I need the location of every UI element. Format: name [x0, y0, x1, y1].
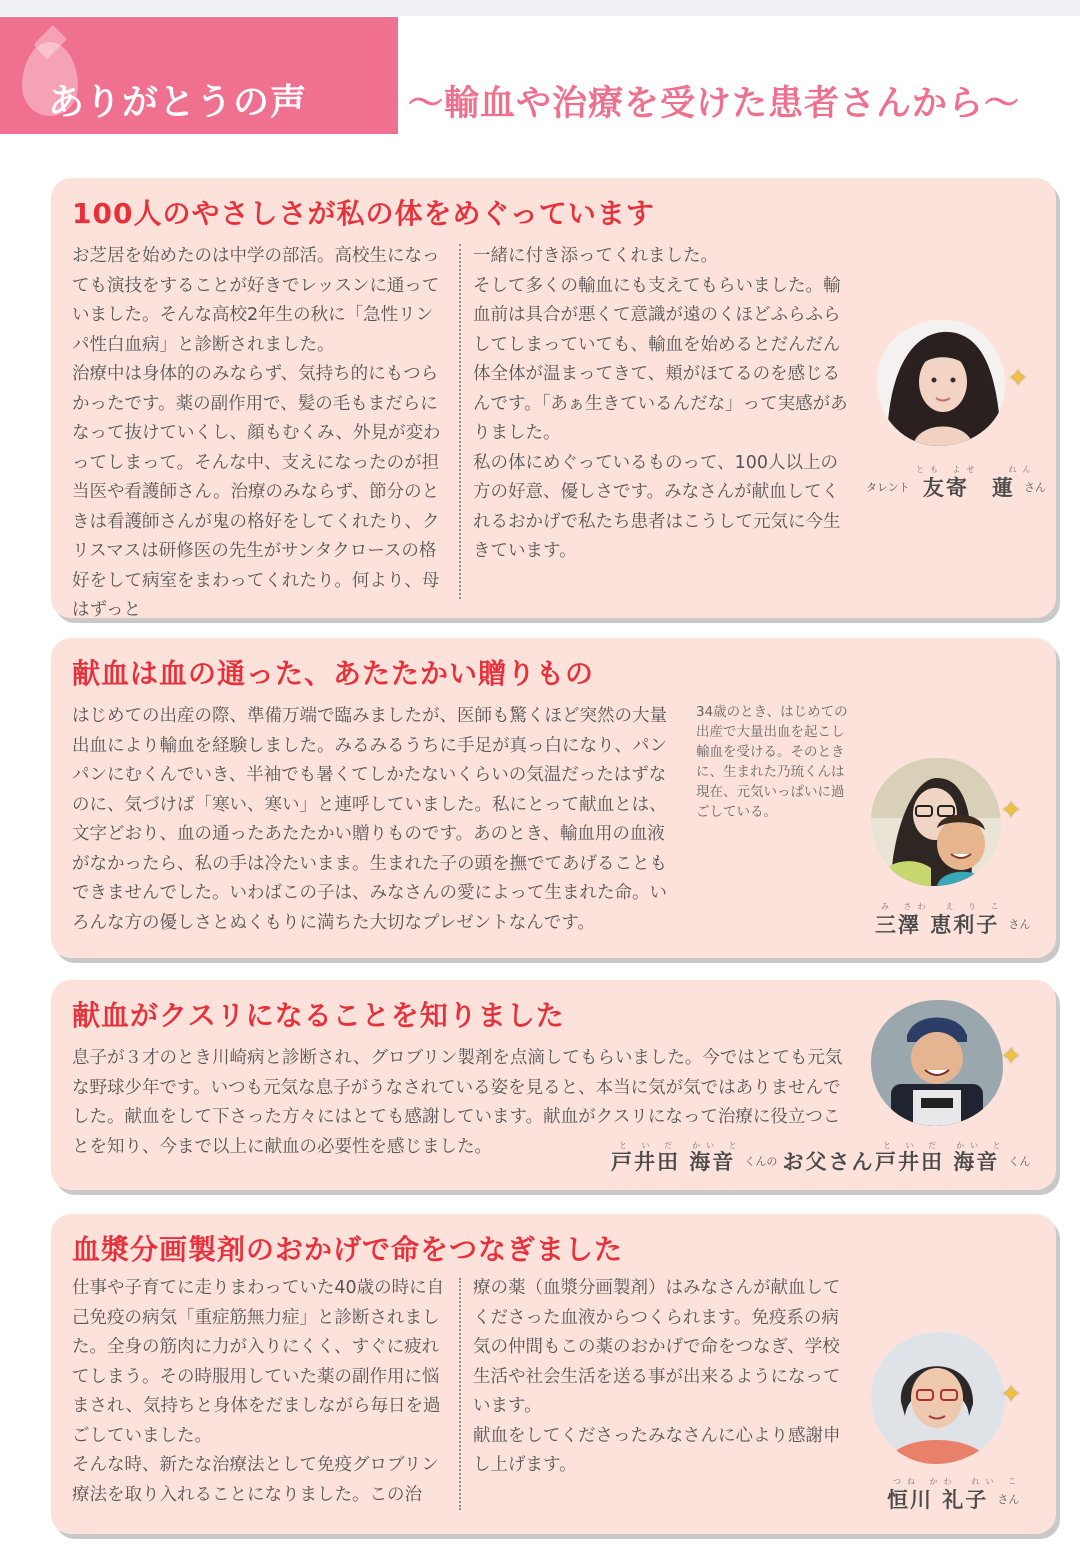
photo-caption: 34歳のとき、はじめての出産で大量出血を起こし輸血を受ける。そのときに、生まれた乃琉くんは現在、元気いっぱいに過ごしている。 — [696, 704, 848, 820]
avatar-photo — [871, 758, 1001, 886]
person-name: 戸井田 海音 — [875, 1150, 1000, 1174]
father-name-block — [611, 1146, 875, 1176]
paragraph: はじめての出産の際、準備万端で臨みましたが、医師も驚くほど突然の大量出血により輸血を経験しました。みるみるうちに手足が真っ白になり、パンパンにむくんでいき、半袖でも暑くてしかたないくらいの気温だったはずなのに、気づけば「寒い、寒い」と連呼していました。私にとって献血とは、文字どおり、血の通ったあたたかい贈りものです。あのとき、輸血用の血液がなかったら、私の手は冷たいまま。生まれた子の頭を撫でてあげることもできませんでした。いわばこの子は、みなさんの愛によって生まれた命。いろんな方の優しさとぬくもりに満ちた大切なプレゼントなんです。 — [72, 706, 667, 933]
person-name-block — [875, 1146, 1030, 1176]
paragraph: 仕事や子育てに走りまわっていた40歳の時に自己免疫の病気「重症筋無力症」と診断されました。全身の筋肉に力が入りにくく、すぐに疲れてしまう。その時服用していた薬の副作用に悩まされ、気持ちと身体をだましながら毎日を過ごしていました。 — [72, 1278, 445, 1446]
testimonial-body — [72, 702, 674, 938]
page-subtitle: 〜輸血や治療を受けた患者さんから〜 — [408, 84, 1021, 124]
avatar-photo — [871, 1332, 1005, 1464]
paragraph: そして多くの輸血にも支えてもらいました。輸血前は具合が悪くて意識が遠のくほどふらふらしてしまっていても、輸血を始めるとだんだん体全体が温まってきて、頬がほてるのを感じるんです。「あぁ生きているんだな」って実感がありました。 — [473, 275, 848, 443]
person-name-block — [875, 909, 1030, 939]
paragraph: 治療中は身体的のみならず、気持ち的にもつらかったです。薬の副作用で、髪の毛もまだらになって抜けていくし、顔もむくみ、外見が変わってしまって。そんな中、支えになったのが担当医や看護師さん。治療のみならず、節分のときは看護師さんが鬼の格好をしてくれたり、クリスマスは研修医の先生がサンタクロースの格好をして病室をまわってくれたり。何より、母はずっと — [72, 364, 441, 620]
card-title: 献血がクスリになることを知りました — [72, 999, 565, 1032]
card-title: 血漿分画製剤のおかげで命をつなぎました — [72, 1233, 624, 1266]
person-suffix: さん — [1023, 481, 1046, 494]
paragraph: 私の体にめぐっているものって、100人以上の方の好意、優しさです。みなさんが献血してくれるおかげで私たち患者はこうして元気に今生きています。 — [473, 452, 841, 561]
person-name: 三澤 恵利子 — [875, 913, 1000, 937]
card-title: 献血は血の通った、あたたかい贈りもの — [72, 657, 595, 690]
paragraph: 一緒に付き添ってくれました。 — [473, 246, 718, 266]
name-ruby: とも よせ れん — [916, 465, 1037, 474]
person-suffix: さん — [997, 1493, 1020, 1506]
person-role: タレント — [866, 481, 910, 494]
sparkle-icon: ✦ — [1001, 1042, 1022, 1070]
paragraph: 療の薬（血漿分画製剤）はみなさんが献血してくださった血液からつくられます。免疫系の病気の仲間もこの薬のおかげで命をつなぎ、学校生活や社会生活を送る事が出来るようになっています。 — [473, 1278, 841, 1416]
person-name: 友寄 蓮 — [922, 476, 1015, 500]
testimonial-column-1 — [72, 242, 449, 626]
paragraph: 息子が３才のとき川崎病と診断され、グロブリン製剤を点滴してもらいました。今ではとても元気な野球少年です。いつも元気な息子がうなされている姿を見ると、本当に気が気ではありませんでした。献血をして下さった方々にはとても感謝しています。献血がクスリになって治療に役立つことを知り、今まで以上に献血の必要性を感じました。 — [72, 1048, 843, 1157]
father-child-name: 戸井田 海音 — [611, 1150, 736, 1174]
paragraph: お芝居を始めたのは中学の部活。高校生になっても演技をすることが好きでレッスンに通っていました。そんな高校2年生の秋に「急性リンパ性白血病」と診断されました。 — [72, 246, 440, 355]
paragraph: そんな時、新たな治療法として免疫グロブリン療法を取り入れることになりました。この治 — [72, 1455, 439, 1505]
card-title: 100人のやさしさが私の体をめぐっています — [72, 197, 655, 230]
paragraph: 献血をしてくださったみなさんに心より感謝申し上げます。 — [473, 1425, 841, 1475]
name-ruby: と い だ かい と — [883, 1141, 1007, 1150]
testimonial-column-2 — [473, 242, 851, 567]
person-name-block — [887, 1484, 1019, 1514]
name-ruby: と い だ かい と — [619, 1141, 743, 1150]
testimonial-card-1 — [51, 178, 1056, 618]
name-ruby: み さわ え り こ — [881, 902, 1005, 911]
person-name: 恒川 礼子 — [887, 1488, 989, 1512]
page-title: ありがとうの声 — [48, 82, 308, 123]
father-label: お父さん — [782, 1150, 875, 1174]
sparkle-icon: ✦ — [1008, 364, 1029, 392]
avatar-photo — [871, 1000, 1003, 1126]
testimonial-card-2 — [51, 638, 1056, 958]
father-suffix: くんの — [744, 1155, 778, 1168]
person-name-block — [866, 472, 1046, 502]
avatar-photo — [877, 320, 1005, 446]
testimonial-card-3 — [51, 980, 1056, 1190]
person-suffix: くん — [1008, 1155, 1031, 1168]
person-suffix: さん — [1008, 918, 1031, 931]
column-divider — [459, 244, 461, 599]
column-divider — [459, 1278, 461, 1510]
testimonial-card-4 — [51, 1214, 1056, 1534]
top-strip — [0, 0, 1080, 16]
testimonial-column-2 — [473, 1274, 851, 1481]
testimonial-column-1 — [72, 1274, 449, 1510]
sparkle-icon: ✦ — [1001, 1380, 1022, 1408]
name-ruby: つね かわ れい こ — [893, 1477, 1023, 1486]
sparkle-icon: ✦ — [1001, 796, 1022, 824]
